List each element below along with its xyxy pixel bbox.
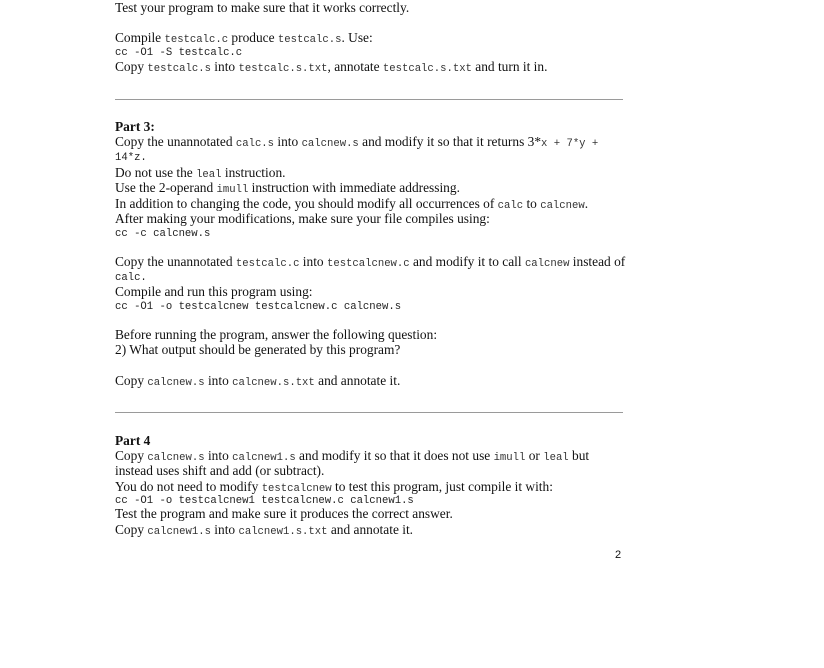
part3-compile-command: cc -c calcnew.s (115, 228, 211, 240)
part4-compile-command: cc -O1 -o testcalcnew1 testcalcnew.c calcnew1.s (115, 495, 414, 507)
compile-instruction: Compile testcalc.c produce testcalc.s. Use: (115, 30, 373, 46)
part3-no-leal: Do not use the leal instruction. (115, 165, 286, 181)
compile-command: cc -O1 -S testcalc.c (115, 47, 243, 59)
part3-step-copy: Copy the unannotated calc.s into calcnew.s and modify it so that it returns 3*x + 7*y + (115, 134, 599, 150)
part4-test: Test the program and make sure it produces the correct answer. (115, 506, 453, 521)
part3-heading: Part 3: (115, 119, 155, 134)
section-divider (115, 99, 623, 100)
part3-formula-cont: 14*z. (115, 152, 147, 164)
part3-rename: In addition to changing the code, you should modify all occurrences of calc to calcnew. (115, 196, 589, 212)
part3-question: 2) What output should be generated by this program? (115, 342, 401, 357)
part4-no-modify: You do not need to modify testcalcnew to test this program, just compile it with: (115, 479, 553, 495)
intro-line: Test your program to make sure that it works correctly. (115, 0, 410, 15)
part4-copy-annotate: Copy calcnew1.s into calcnew1.s.txt and annotate it. (115, 522, 414, 538)
copy-annotate-instruction: Copy testcalc.s into testcalc.s.txt, annotate testcalc.s.txt and turn it in. (115, 59, 548, 75)
part3-compile-note: After making your modifications, make sure your file compiles using: (115, 211, 490, 226)
part3-calc-cont: calc. (115, 272, 147, 284)
part4-heading: Part 4 (115, 433, 151, 448)
part3-copy-annotate: Copy calcnew.s into calcnew.s.txt and annotate it. (115, 373, 401, 389)
part3-question-intro: Before running the program, answer the following question: (115, 327, 438, 342)
part3-run-command: cc -O1 -o testcalcnew testcalcnew.c calcnew.s (115, 301, 402, 313)
part3-copy-testcalc: Copy the unannotated testcalc.c into testcalcnew.c and modify it to call calcnew instead of (115, 254, 626, 270)
part4-step-copy: Copy calcnew.s into calcnew1.s and modify it so that it does not use imull or leal but (115, 448, 590, 464)
part3-compile-run: Compile and run this program using: (115, 284, 313, 299)
part4-shift-add: instead uses shift and add (or subtract). (115, 463, 325, 478)
page-number: 2 (615, 549, 622, 561)
section-divider (115, 412, 623, 413)
part3-imull: Use the 2-operand imull instruction with immediate addressing. (115, 180, 460, 196)
